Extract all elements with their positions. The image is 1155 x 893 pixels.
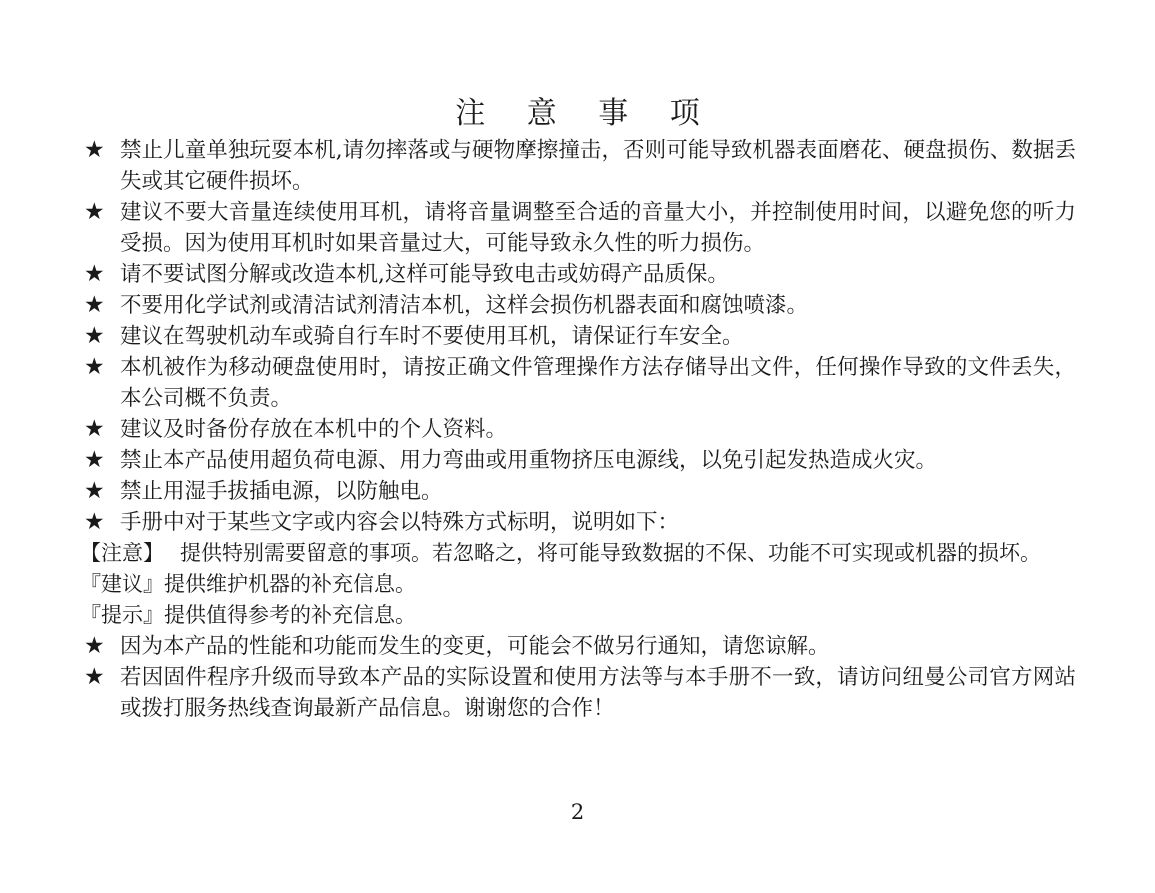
star-icon: ★ <box>84 137 105 163</box>
list-item <box>80 135 1076 197</box>
note-text: 提供维护机器的补充信息。 <box>164 572 416 596</box>
list-item <box>80 321 1076 352</box>
list-item-text: 禁止儿童单独玩耍本机,请勿摔落或与硬物摩擦撞击，否则可能导致机器表面磨花、硬盘损伤、数据丢失或其它硬件损坏。 <box>120 138 1076 194</box>
note-suggestion <box>80 569 1076 600</box>
note-label: 『建议』 <box>80 572 164 596</box>
note-warning <box>80 538 1076 569</box>
star-icon: ★ <box>84 447 105 473</box>
list-item <box>80 507 1076 538</box>
note-text: 提供特别需要留意的事项。若忽略之，将可能导致数据的不保、功能不可实现或机器的损坏。 <box>180 541 1041 565</box>
star-icon: ★ <box>84 664 105 690</box>
list-item-text: 建议及时备份存放在本机中的个人资料。 <box>120 417 508 442</box>
list-item <box>80 631 1076 662</box>
list-item-text: 本机被作为移动硬盘使用时，请按正确文件管理操作方法存储导出文件，任何操作导致的文件丢失，本公司概不负责。 <box>120 355 1076 411</box>
list-item-text: 禁止本产品使用超负荷电源、用力弯曲或用重物挤压电源线，以免引起发热造成火灾。 <box>120 448 938 473</box>
note-tip <box>80 600 1076 631</box>
page-title: 注 意 事 项 <box>455 96 716 131</box>
list-item-text: 建议不要大音量连续使用耳机，请将音量调整至合适的音量大小，并控制使用时间，以避免您的听力受损。因为使用耳机时如果音量过大，可能导致永久性的听力损伤。 <box>120 200 1076 256</box>
list-item-text: 因为本产品的性能和功能而发生的变更，可能会不做另行通知，请您谅解。 <box>120 634 830 659</box>
list-item <box>80 290 1076 321</box>
list-item <box>80 259 1076 290</box>
star-icon: ★ <box>84 199 105 225</box>
list-item <box>80 476 1076 507</box>
list-item <box>80 662 1076 724</box>
note-text: 提供值得参考的补充信息。 <box>164 603 416 627</box>
list-item <box>80 352 1076 414</box>
note-label: 『提示』 <box>80 603 164 627</box>
list-item <box>80 445 1076 476</box>
list-item <box>80 414 1076 445</box>
list-item <box>80 197 1076 259</box>
list-item-text: 建议在驾驶机动车或骑自行车时不要使用耳机，请保证行车安全。 <box>120 324 744 349</box>
star-icon: ★ <box>84 509 105 535</box>
precautions-list <box>80 135 1076 724</box>
star-icon: ★ <box>84 292 105 318</box>
list-item-text: 禁止用湿手拔插电源，以防触电。 <box>120 479 443 504</box>
star-icon: ★ <box>84 323 105 349</box>
note-label: 【注意】 <box>80 541 164 565</box>
list-item-text: 手册中对于某些文字或内容会以特殊方式标明，说明如下： <box>120 510 680 535</box>
list-item-text: 请不要试图分解或改造本机,这样可能导致电击或妨碍产品质保。 <box>120 262 729 287</box>
star-icon: ★ <box>84 261 105 287</box>
star-icon: ★ <box>84 354 105 380</box>
star-icon: ★ <box>84 478 105 504</box>
page-number: 2 <box>570 800 585 824</box>
list-item-text: 若因固件程序升级而导致本产品的实际设置和使用方法等与本手册不一致，请访问纽曼公司官方网站或拨打服务热线查询最新产品信息。谢谢您的合作！ <box>120 665 1076 721</box>
star-icon: ★ <box>84 416 105 442</box>
list-item-text: 不要用化学试剂或清洁试剂清洁本机，这样会损伤机器表面和腐蚀喷漆。 <box>120 293 809 318</box>
star-icon: ★ <box>84 633 105 659</box>
